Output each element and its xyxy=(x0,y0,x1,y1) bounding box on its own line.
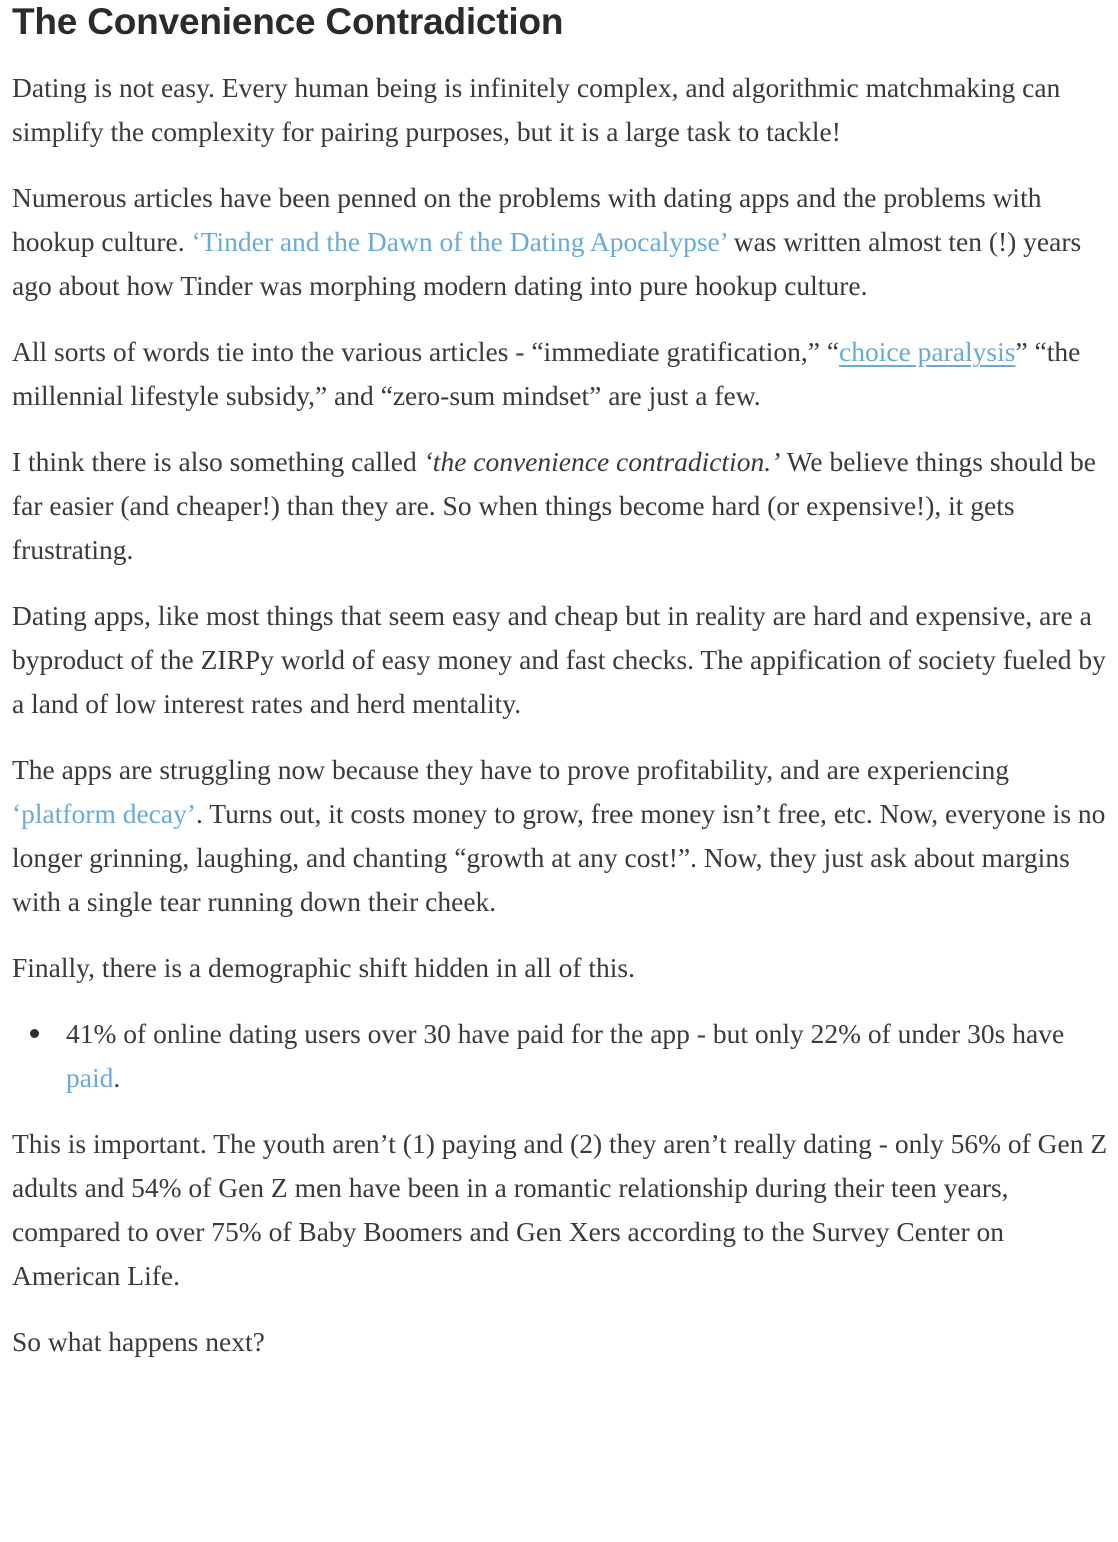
paragraph-zirp: Dating apps, like most things that seem easy and cheap but in reality are hard and expensive, are a byproduct of the ZIRPy world of easy money and fast checks. The appification of society fueled by a land of low interest rates and herd mentality. xyxy=(12,600,1106,719)
tinder-apocalypse-link[interactable]: ‘Tinder and the Dawn of the Dating Apocalypse’ xyxy=(191,226,727,257)
paragraph-intro: Dating is not easy. Every human being is infinitely complex, and algorithmic matchmaking can simplify the complexity for pairing purposes, but it is a large task to tackle! xyxy=(12,72,1061,147)
paragraph-articles xyxy=(12,176,1108,308)
paragraph-text: We believe things should be far easier (and cheaper!) than they are. So when things become hard (or expensive!), it gets frustrating. xyxy=(12,446,1097,565)
article xyxy=(12,0,1108,1364)
paragraph-text: All sorts of words tie into the various articles - “immediate gratification,” “ xyxy=(12,336,840,367)
paragraph-text: I think there is also something called xyxy=(12,446,424,477)
paragraph-youth: This is important. The youth aren’t (1) paying and (2) they aren’t really dating - only 56% of Gen Z adults and 54% of Gen Z men have been in a romantic relationship during their teen years, compared to over 75% of Baby Boomers and Gen Xers according to the Survey Center on American Life. xyxy=(12,1128,1108,1291)
emphasis-term: ‘the convenience contradiction.’ xyxy=(423,446,781,477)
paragraph-text: The apps are struggling now because they have to prove profitability, and are experiencing xyxy=(12,754,1010,785)
bullet-list xyxy=(12,1012,1108,1100)
list-item-text: 41% of online dating users over 30 have paid for the app - but only 22% of under 30s have xyxy=(66,1018,1065,1049)
paragraph-words xyxy=(12,330,1108,418)
paragraph-contradiction xyxy=(12,440,1108,572)
paragraph-text: Numerous articles have been penned on the problems with dating apps and the problems with hookup culture. xyxy=(12,182,1042,257)
paragraph-demographic: Finally, there is a demographic shift hidden in all of this. xyxy=(12,952,635,983)
platform-decay-link[interactable]: ‘platform decay’ xyxy=(12,798,197,829)
paragraph-platform-decay xyxy=(12,748,1108,924)
paragraph-text: . Turns out, it costs money to grow, free money isn’t free, etc. Now, everyone is no longer grinning, laughing, and chanting “growth at any cost!”. Now, they just ask about margins with a single tear running down their cheek. xyxy=(12,798,1106,917)
paragraph-text: was written almost ten (!) years ago about how Tinder was morphing modern dating into pure hookup culture. xyxy=(12,226,1082,301)
section-heading: The Convenience Contradiction xyxy=(12,1,564,42)
list-item xyxy=(66,1012,1108,1100)
list-item-text: . xyxy=(113,1062,121,1093)
paragraph-text: ” “the millennial lifestyle subsidy,” and “zero-sum mindset” are just a few. xyxy=(12,336,1081,411)
bullet-icon xyxy=(30,1029,39,1038)
paragraph-closing: So what happens next? xyxy=(12,1326,265,1357)
paid-link[interactable]: paid xyxy=(66,1062,114,1093)
choice-paralysis-link[interactable]: choice paralysis xyxy=(839,336,1016,367)
